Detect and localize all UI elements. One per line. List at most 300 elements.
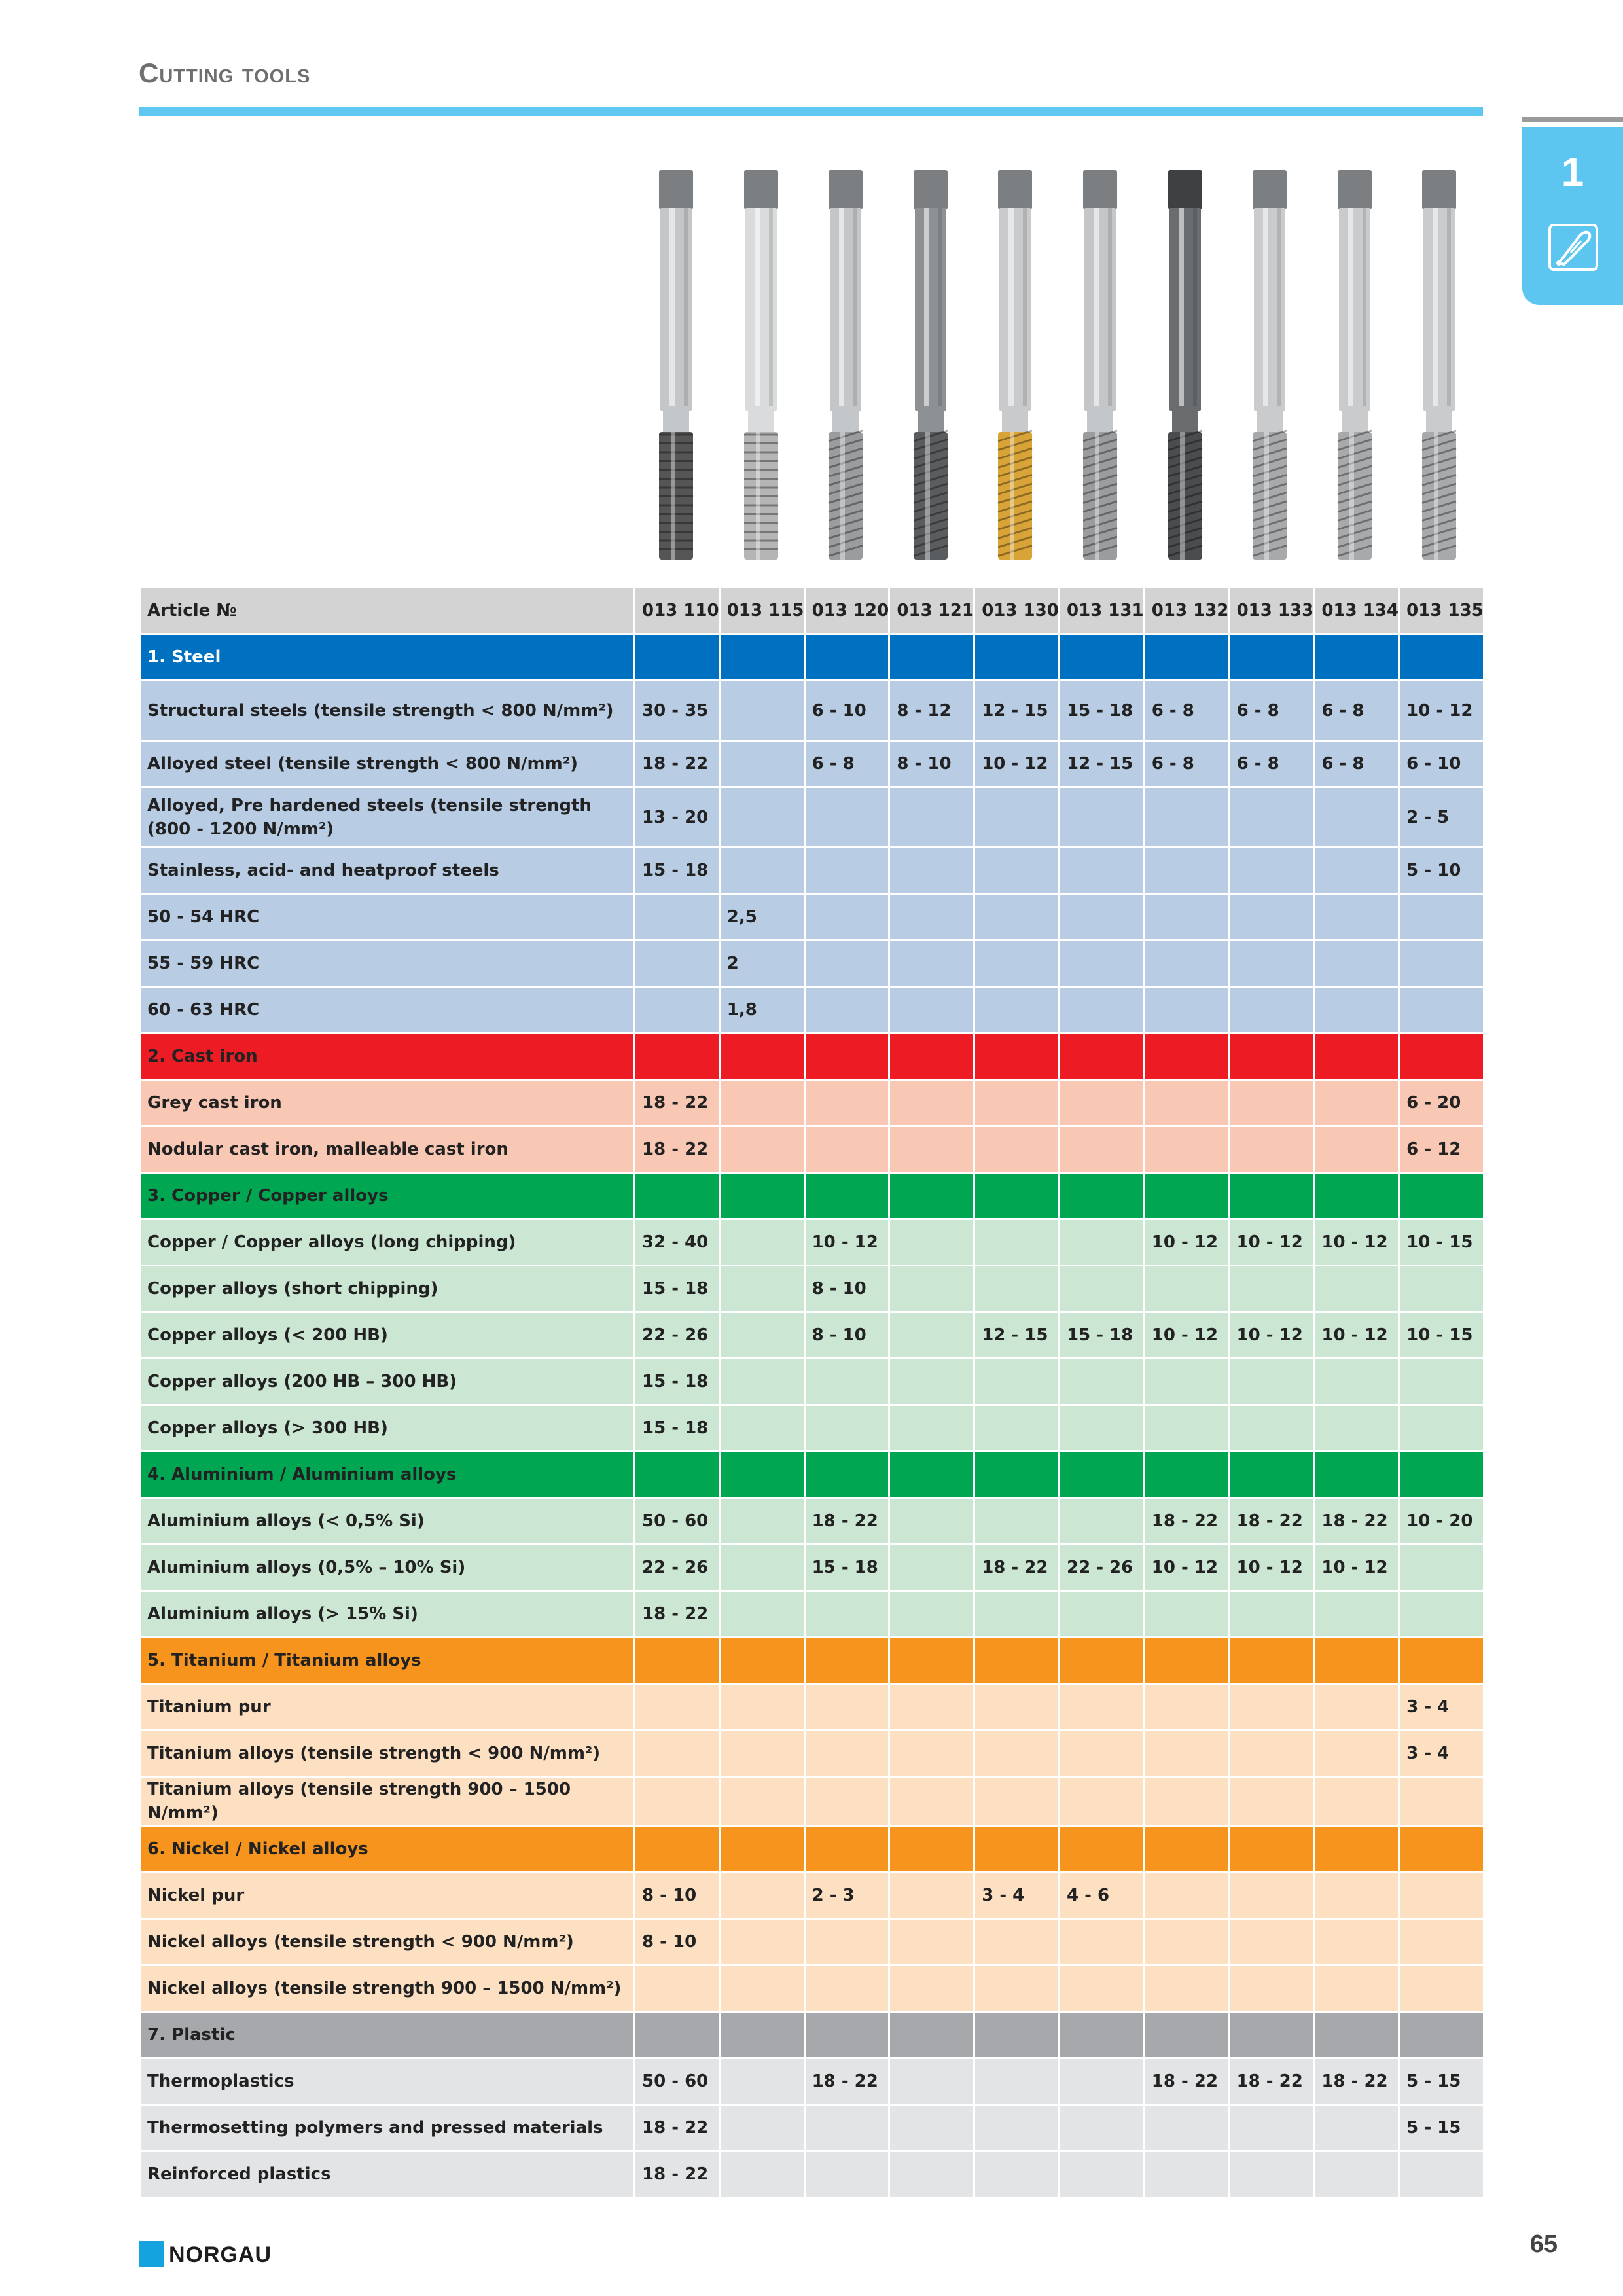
material-label: Aluminium alloys (> 15% Si)	[140, 1591, 635, 1638]
cutting-speed-cell	[804, 1591, 889, 1638]
cutting-speed-cell: 8 - 10	[804, 1266, 889, 1312]
cutting-speed-cell	[1144, 1873, 1229, 1919]
cutting-speed-cell: 6 - 8	[1229, 681, 1314, 741]
cutting-speed-cell	[1314, 1359, 1399, 1405]
cutting-speed-cell: 18 - 22	[635, 1591, 720, 1638]
group-header-cell	[1229, 2012, 1314, 2058]
group-header-cell	[1144, 1826, 1229, 1873]
cutting-speed-cell	[1229, 1591, 1314, 1638]
cutting-speed-cell	[889, 1591, 974, 1638]
cutting-speed-cell	[889, 2058, 974, 2105]
cutting-speed-cell: 10 - 12	[804, 1219, 889, 1266]
cutting-speed-cell: 18 - 22	[1144, 2058, 1229, 2105]
group-header-cell	[719, 1638, 804, 1684]
cutting-speed-cell	[1399, 1359, 1484, 1405]
cutting-speed-cell	[1399, 1545, 1484, 1591]
cutting-speed-cell	[719, 848, 804, 894]
group-header-cell	[719, 634, 804, 681]
group-header-cell	[974, 1173, 1060, 1219]
group-header-cell	[889, 1173, 974, 1219]
cutting-speed-cell: 5 - 15	[1399, 2058, 1484, 2105]
group-header-cell	[1229, 1826, 1314, 1873]
cutting-speed-cell	[974, 2151, 1060, 2198]
group-header-cell	[719, 1826, 804, 1873]
cutting-speed-cell	[719, 1919, 804, 1965]
material-group-title: 2. Cast iron	[140, 1033, 635, 1080]
cutting-speed-cell	[974, 1777, 1060, 1826]
group-header-cell	[1144, 1173, 1229, 1219]
group-header-cell	[1144, 1452, 1229, 1498]
cutting-speed-cell	[889, 1405, 974, 1452]
cutting-speed-cell	[635, 1684, 720, 1731]
cutting-speed-cell: 6 - 20	[1399, 1080, 1484, 1126]
material-label: Titanium pur	[140, 1684, 635, 1731]
cutting-speed-cell	[719, 1312, 804, 1359]
cutting-speed-cell: 10 - 12	[1229, 1545, 1314, 1591]
material-row	[140, 1591, 1484, 1638]
cutting-speed-cell	[719, 2105, 804, 2151]
material-group-row	[140, 1173, 1484, 1219]
tool-images	[633, 170, 1482, 563]
group-header-cell	[1059, 1638, 1144, 1684]
cutting-speed-cell: 10 - 12	[1229, 1219, 1314, 1266]
cutting-speed-cell	[1144, 894, 1229, 941]
cutting-speed-cell: 18 - 22	[1314, 2058, 1399, 2105]
material-group-row	[140, 1826, 1484, 1873]
group-header-cell	[804, 1826, 889, 1873]
cutting-speed-cell	[1059, 941, 1144, 987]
cutting-speed-cell: 6 - 8	[1229, 741, 1314, 787]
group-header-cell	[1314, 634, 1399, 681]
cutting-speed-cell: 22 - 26	[1059, 1545, 1144, 1591]
cutting-speed-cell	[889, 1777, 974, 1826]
group-header-cell	[974, 1638, 1060, 1684]
cutting-speed-cell: 18 - 22	[1144, 1498, 1229, 1545]
cutting-speed-cell	[1059, 1965, 1144, 2012]
material-row	[140, 1731, 1484, 1777]
cutting-speed-cell: 2	[719, 941, 804, 987]
tap-tool-image	[803, 170, 888, 563]
group-header-cell	[804, 1638, 889, 1684]
cutting-speed-cell	[889, 1731, 974, 1777]
group-header-cell	[889, 1452, 974, 1498]
group-header-cell	[1229, 634, 1314, 681]
cutting-speed-cell	[635, 1731, 720, 1777]
article-number-header: 013 135	[1399, 588, 1484, 634]
cutting-speed-cell: 10 - 15	[1399, 1219, 1484, 1266]
article-number-header: 013 115	[719, 588, 804, 634]
group-header-cell	[804, 1452, 889, 1498]
cutting-speed-cell	[1314, 787, 1399, 848]
cutting-speed-cell	[889, 987, 974, 1033]
cutting-speed-cell	[1314, 1919, 1399, 1965]
cutting-speed-cell	[635, 941, 720, 987]
cutting-speed-cell	[1229, 1873, 1314, 1919]
cutting-speed-cell: 18 - 22	[804, 2058, 889, 2105]
group-header-cell	[1144, 2012, 1229, 2058]
cutting-speed-cell	[1229, 1684, 1314, 1731]
cutting-speed-cell	[719, 1405, 804, 1452]
cutting-speed-cell: 6 - 8	[1144, 741, 1229, 787]
cutting-speed-cell	[804, 2151, 889, 2198]
article-number-header: 013 121	[889, 588, 974, 634]
group-header-cell	[1144, 1638, 1229, 1684]
group-header-cell	[635, 1826, 720, 1873]
cutting-speed-cell	[1314, 941, 1399, 987]
cutting-speed-cell: 12 - 15	[974, 681, 1060, 741]
cutting-speed-cell: 15 - 18	[635, 848, 720, 894]
cutting-speed-cell	[1314, 1266, 1399, 1312]
material-row	[140, 1777, 1484, 1826]
cutting-speed-cell: 18 - 22	[1229, 2058, 1314, 2105]
page-number: 65	[1529, 2231, 1558, 2258]
group-header-cell	[1314, 1173, 1399, 1219]
cutting-speed-cell	[719, 1219, 804, 1266]
group-header-cell	[1399, 634, 1484, 681]
cutting-speed-cell: 6 - 8	[1314, 681, 1399, 741]
cutting-speed-cell	[1314, 1731, 1399, 1777]
material-row	[140, 2105, 1484, 2151]
cutting-speed-cell	[804, 1126, 889, 1173]
cutting-speed-cell	[1229, 848, 1314, 894]
cutting-speed-cell	[804, 894, 889, 941]
cutting-speed-cell	[974, 1965, 1060, 2012]
cutting-speed-cell	[974, 987, 1060, 1033]
cutting-speed-cell	[889, 2151, 974, 2198]
cutting-speed-cell	[804, 941, 889, 987]
cutting-speed-cell	[1059, 1777, 1144, 1826]
cutting-speed-cell	[719, 1126, 804, 1173]
material-row	[140, 1873, 1484, 1919]
cutting-data-table	[139, 586, 1485, 2198]
cutting-speed-cell	[1399, 1919, 1484, 1965]
cutting-speed-cell: 10 - 12	[1144, 1312, 1229, 1359]
cutting-speed-cell	[1059, 1684, 1144, 1731]
group-header-cell	[1059, 1033, 1144, 1080]
cutting-speed-cell	[1399, 1777, 1484, 1826]
article-number-header: 013 120	[804, 588, 889, 634]
group-header-cell	[804, 634, 889, 681]
cutting-speed-cell	[889, 1498, 974, 1545]
cutting-speed-cell: 18 - 22	[635, 741, 720, 787]
group-header-cell	[719, 2012, 804, 2058]
article-number-header: 013 110	[635, 588, 720, 634]
article-number-header: 013 134	[1314, 588, 1399, 634]
page-title: Cutting tools	[139, 58, 311, 88]
cutting-speed-cell	[804, 848, 889, 894]
cutting-speed-cell: 15 - 18	[804, 1545, 889, 1591]
cutting-speed-cell	[804, 987, 889, 1033]
material-row	[140, 1498, 1484, 1545]
material-row	[140, 1266, 1484, 1312]
cutting-speed-cell	[974, 894, 1060, 941]
cutting-speed-cell	[1059, 1919, 1144, 1965]
cutting-speed-cell	[1144, 1359, 1229, 1405]
cutting-speed-cell	[889, 1873, 974, 1919]
cutting-speed-cell: 18 - 22	[804, 1498, 889, 1545]
group-header-cell	[1229, 1638, 1314, 1684]
material-row	[140, 787, 1484, 848]
cutting-speed-cell	[1314, 1777, 1399, 1826]
group-header-cell	[889, 1826, 974, 1873]
cutting-speed-cell	[1229, 987, 1314, 1033]
material-label: Alloyed steel (tensile strength < 800 N/mm²)	[140, 741, 635, 787]
cutting-speed-cell	[889, 1919, 974, 1965]
group-header-cell	[804, 2012, 889, 2058]
cutting-speed-cell: 6 - 8	[804, 741, 889, 787]
cutting-speed-cell	[1399, 1873, 1484, 1919]
tap-tool-image	[1058, 170, 1143, 563]
cutting-speed-cell	[974, 1219, 1060, 1266]
cutting-speed-cell	[1144, 1777, 1229, 1826]
cutting-speed-cell: 10 - 12	[1144, 1545, 1229, 1591]
cutting-speed-cell	[719, 1731, 804, 1777]
cutting-speed-cell	[1059, 1731, 1144, 1777]
tap-tool-image	[1312, 170, 1397, 563]
cutting-speed-cell: 10 - 12	[1144, 1219, 1229, 1266]
cutting-speed-cell	[1399, 894, 1484, 941]
cutting-speed-cell	[974, 941, 1060, 987]
material-group-title: 4. Aluminium / Aluminium alloys	[140, 1452, 635, 1498]
group-header-cell	[1229, 1173, 1314, 1219]
material-label: 55 - 59 HRC	[140, 941, 635, 987]
group-header-cell	[1399, 1638, 1484, 1684]
group-header-cell	[889, 2012, 974, 2058]
group-header-cell	[635, 634, 720, 681]
cutting-speed-cell	[1059, 2058, 1144, 2105]
cutting-speed-cell	[1144, 1405, 1229, 1452]
cutting-speed-cell	[974, 1126, 1060, 1173]
cutting-speed-cell	[889, 1965, 974, 2012]
cutting-speed-cell	[1144, 941, 1229, 987]
material-group-title: 6. Nickel / Nickel alloys	[140, 1826, 635, 1873]
brand-name: NORGAU	[169, 2242, 272, 2267]
cutting-speed-cell: 10 - 20	[1399, 1498, 1484, 1545]
group-header-cell	[1314, 1826, 1399, 1873]
material-label: 60 - 63 HRC	[140, 987, 635, 1033]
chapter-tab[interactable]	[1522, 127, 1623, 305]
group-header-cell	[635, 1173, 720, 1219]
cutting-speed-cell	[1144, 1731, 1229, 1777]
cutting-speed-cell	[974, 787, 1060, 848]
cutting-speed-cell: 12 - 15	[974, 1312, 1060, 1359]
cutting-speed-cell: 18 - 22	[635, 1126, 720, 1173]
cutting-speed-cell	[804, 1731, 889, 1777]
group-header-cell	[974, 1452, 1060, 1498]
cutting-speed-cell: 5 - 10	[1399, 848, 1484, 894]
material-label: Nickel pur	[140, 1873, 635, 1919]
group-header-cell	[1144, 1033, 1229, 1080]
group-header-cell	[1399, 2012, 1484, 2058]
material-row	[140, 1359, 1484, 1405]
group-header-cell	[635, 2012, 720, 2058]
cutting-speed-cell: 6 - 8	[1314, 741, 1399, 787]
cutting-speed-cell	[974, 2105, 1060, 2151]
cutting-speed-cell: 12 - 15	[1059, 741, 1144, 787]
material-group-row	[140, 1638, 1484, 1684]
cutting-speed-cell: 18 - 22	[1229, 1498, 1314, 1545]
material-label: Thermosetting polymers and pressed materials	[140, 2105, 635, 2151]
cutting-speed-cell: 30 - 35	[635, 681, 720, 741]
cutting-speed-cell	[804, 1405, 889, 1452]
cutting-speed-cell	[1314, 848, 1399, 894]
cutting-speed-cell: 6 - 12	[1399, 1126, 1484, 1173]
material-label: Copper alloys (> 300 HB)	[140, 1405, 635, 1452]
material-group-title: 5. Titanium / Titanium alloys	[140, 1638, 635, 1684]
material-group-row	[140, 2012, 1484, 2058]
cutting-speed-cell	[1144, 1266, 1229, 1312]
cutting-speed-cell	[1399, 2151, 1484, 2198]
cutting-speed-cell: 1,8	[719, 987, 804, 1033]
cutting-speed-cell	[1229, 1731, 1314, 1777]
cutting-speed-cell	[889, 787, 974, 848]
cutting-speed-cell: 5 - 15	[1399, 2105, 1484, 2151]
cutting-speed-cell	[804, 1777, 889, 1826]
group-header-cell	[1229, 1033, 1314, 1080]
article-number-header: 013 131	[1059, 588, 1144, 634]
title-rule	[139, 107, 1483, 116]
cutting-speed-cell: 18 - 22	[635, 1080, 720, 1126]
cutting-speed-cell	[719, 1080, 804, 1126]
cutting-speed-cell: 13 - 20	[635, 787, 720, 848]
cutting-speed-cell: 32 - 40	[635, 1219, 720, 1266]
cutting-speed-cell	[1229, 2151, 1314, 2198]
cutting-speed-cell	[1314, 987, 1399, 1033]
cutting-speed-cell	[804, 1359, 889, 1405]
cutting-speed-cell: 10 - 12	[1229, 1312, 1314, 1359]
cutting-speed-cell	[1059, 987, 1144, 1033]
cutting-speed-cell	[635, 894, 720, 941]
cutting-speed-cell	[974, 848, 1060, 894]
cutting-speed-cell	[1314, 1591, 1399, 1638]
group-header-cell	[1059, 2012, 1144, 2058]
cutting-speed-cell	[974, 1266, 1060, 1312]
cutting-speed-cell	[1059, 1359, 1144, 1405]
group-header-cell	[1059, 1826, 1144, 1873]
material-row	[140, 741, 1484, 787]
cutting-speed-cell	[1314, 894, 1399, 941]
article-number-header: 013 130	[974, 588, 1060, 634]
cutting-speed-cell	[719, 681, 804, 741]
material-row	[140, 1684, 1484, 1731]
cutting-speed-cell	[804, 1080, 889, 1126]
cutting-speed-cell: 15 - 18	[635, 1359, 720, 1405]
material-label: Aluminium alloys (< 0,5% Si)	[140, 1498, 635, 1545]
cutting-speed-cell	[719, 741, 804, 787]
material-group-row	[140, 1452, 1484, 1498]
tap-tool-image	[1143, 170, 1228, 563]
group-header-cell	[974, 634, 1060, 681]
cutting-speed-cell	[974, 1359, 1060, 1405]
cutting-speed-cell	[719, 2058, 804, 2105]
group-header-cell	[889, 634, 974, 681]
cutting-speed-cell	[1229, 1919, 1314, 1965]
cutting-speed-cell	[889, 1266, 974, 1312]
material-row	[140, 848, 1484, 894]
material-row	[140, 1126, 1484, 1173]
material-group-row	[140, 1033, 1484, 1080]
material-row	[140, 1080, 1484, 1126]
group-header-cell	[889, 1033, 974, 1080]
cutting-speed-cell: 6 - 10	[804, 681, 889, 741]
cutting-speed-cell: 2 - 5	[1399, 787, 1484, 848]
cutting-speed-cell	[1399, 1405, 1484, 1452]
cutting-speed-cell	[1314, 1965, 1399, 2012]
cutting-speed-cell	[1144, 1919, 1229, 1965]
cutting-speed-cell: 18 - 22	[974, 1545, 1060, 1591]
cutting-speed-cell: 50 - 60	[635, 1498, 720, 1545]
cutting-speed-cell: 8 - 10	[889, 741, 974, 787]
group-header-cell	[1059, 634, 1144, 681]
cutting-speed-cell: 10 - 12	[1399, 681, 1484, 741]
cutting-speed-cell	[1399, 1965, 1484, 2012]
cutting-speed-cell	[1399, 987, 1484, 1033]
cutting-speed-cell	[974, 1405, 1060, 1452]
material-row	[140, 1312, 1484, 1359]
cutting-speed-cell: 8 - 10	[635, 1873, 720, 1919]
cutting-speed-cell	[889, 1359, 974, 1405]
cutting-speed-cell	[1144, 1080, 1229, 1126]
cutting-speed-cell	[804, 1965, 889, 2012]
cutting-speed-cell	[889, 1219, 974, 1266]
group-header-cell	[719, 1033, 804, 1080]
cutting-speed-cell: 8 - 10	[635, 1919, 720, 1965]
cutting-speed-cell	[1144, 987, 1229, 1033]
group-header-cell	[1399, 1033, 1484, 1080]
cutting-speed-cell	[889, 1684, 974, 1731]
cutting-speed-cell	[1229, 1266, 1314, 1312]
cutting-speed-cell	[1399, 941, 1484, 987]
material-label: Titanium alloys (tensile strength < 900 N/mm²)	[140, 1731, 635, 1777]
cutting-speed-cell	[1229, 1126, 1314, 1173]
material-label: Nodular cast iron, malleable cast iron	[140, 1126, 635, 1173]
cutting-speed-cell	[1059, 1498, 1144, 1545]
material-label: Reinforced plastics	[140, 2151, 635, 2198]
cutting-speed-cell: 4 - 6	[1059, 1873, 1144, 1919]
cutting-speed-cell	[974, 1731, 1060, 1777]
cutting-speed-cell: 3 - 4	[974, 1873, 1060, 1919]
cutting-speed-cell	[719, 1545, 804, 1591]
cutting-speed-cell	[635, 1777, 720, 1826]
cutting-speed-cell: 10 - 12	[1314, 1545, 1399, 1591]
cutting-speed-cell: 10 - 12	[1314, 1312, 1399, 1359]
group-header-cell	[974, 1826, 1060, 1873]
cutting-speed-cell	[1229, 1405, 1314, 1452]
material-row	[140, 1219, 1484, 1266]
cutting-speed-cell	[1229, 1777, 1314, 1826]
cutting-speed-cell	[804, 1919, 889, 1965]
material-row	[140, 987, 1484, 1033]
cutting-speed-cell	[1059, 2105, 1144, 2151]
cutting-speed-cell	[1059, 2151, 1144, 2198]
cutting-speed-cell	[1059, 1080, 1144, 1126]
material-row	[140, 2151, 1484, 2198]
header-label: Article №	[140, 588, 635, 634]
cutting-speed-cell	[889, 1312, 974, 1359]
cutting-speed-cell	[635, 1965, 720, 2012]
group-header-cell	[719, 1452, 804, 1498]
group-header-cell	[635, 1452, 720, 1498]
cutting-speed-cell	[635, 987, 720, 1033]
group-header-cell	[635, 1638, 720, 1684]
cutting-speed-cell	[804, 2105, 889, 2151]
cutting-speed-cell	[1229, 2105, 1314, 2151]
cutting-speed-cell	[1229, 787, 1314, 848]
cutting-speed-cell: 6 - 10	[1399, 741, 1484, 787]
cutting-speed-cell	[1399, 1591, 1484, 1638]
group-header-cell	[1229, 1452, 1314, 1498]
material-label: Nickel alloys (tensile strength < 900 N/mm²)	[140, 1919, 635, 1965]
